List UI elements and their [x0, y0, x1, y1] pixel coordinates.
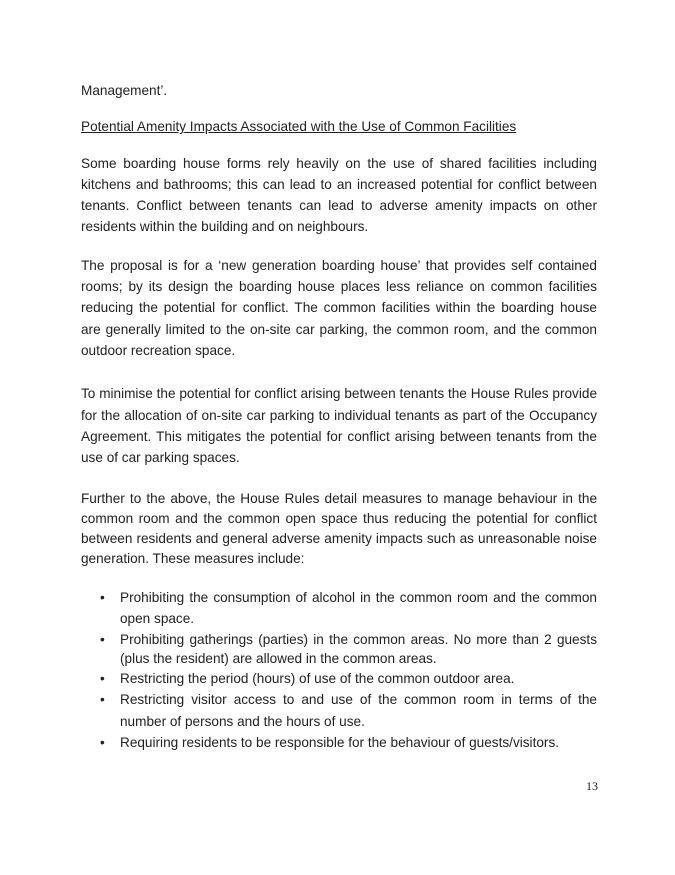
list-item-text: Restricting visitor access to and use of the common room in terms of the number of persons and the hours of use. — [120, 692, 597, 729]
bullet-icon: • — [100, 692, 105, 708]
list-item — [81, 668, 597, 690]
paragraph-car-parking: To minimise the potential for conflict arising between tenants the House Rules provide for the allocation of on-site car parking to individual tenants as part of the Occupancy Agreement. This mitigates the potential for conflict arising between tenants from the use of car parking spaces. — [81, 386, 597, 466]
section-heading: Potential Amenity Impacts Associated with the Use of Common Facilities — [81, 119, 517, 135]
page-number: 13 — [586, 779, 598, 793]
bullet-icon: • — [100, 735, 105, 751]
bullet-icon: • — [100, 589, 105, 605]
paragraph-shared-facilities: Some boarding house forms rely heavily on the use of shared facilities including kitchens and bathrooms; this can lead to an increased potential for conflict between tenants. Conflict between tenants can lead to adverse amenity impacts on other residents within the building and on neighbours. — [81, 155, 597, 235]
document-page — [81, 80, 597, 754]
measures-list — [81, 587, 597, 754]
list-item — [81, 689, 597, 732]
list-item — [81, 587, 597, 630]
bullet-icon: • — [100, 670, 105, 686]
list-item — [81, 732, 597, 754]
paragraph-house-rules: Further to the above, the House Rules detail measures to manage behaviour in the common room and the common open space thus reducing the potential for conflict between residents and general adverse amenity impacts such as unreasonable noise generation. These measures include: — [81, 491, 597, 566]
lead-fragment: Management’. — [81, 83, 168, 98]
list-item-text: Restricting the period (hours) of use of the common outdoor area. — [120, 670, 515, 686]
bullet-icon: • — [100, 631, 105, 647]
list-item-text: Requiring residents to be responsible for the behaviour of guests/visitors. — [120, 735, 560, 751]
list-item-text: Prohibiting the consumption of alcohol in the common room and the common open space. — [120, 589, 597, 627]
paragraph-proposal: The proposal is for a ‘new generation boarding house’ that provides self contained rooms; by its design the boarding house places less reliance on common facilities reducing the potential for conflict. The common facilities within the boarding house are generally limited to the on-site car parking, the common room, and the common outdoor recreation space. — [81, 257, 597, 358]
list-item — [81, 630, 597, 668]
list-item-text: Prohibiting gatherings (parties) in the common areas. No more than 2 guests (plus the resident) are allowed in the common areas. — [120, 631, 597, 666]
